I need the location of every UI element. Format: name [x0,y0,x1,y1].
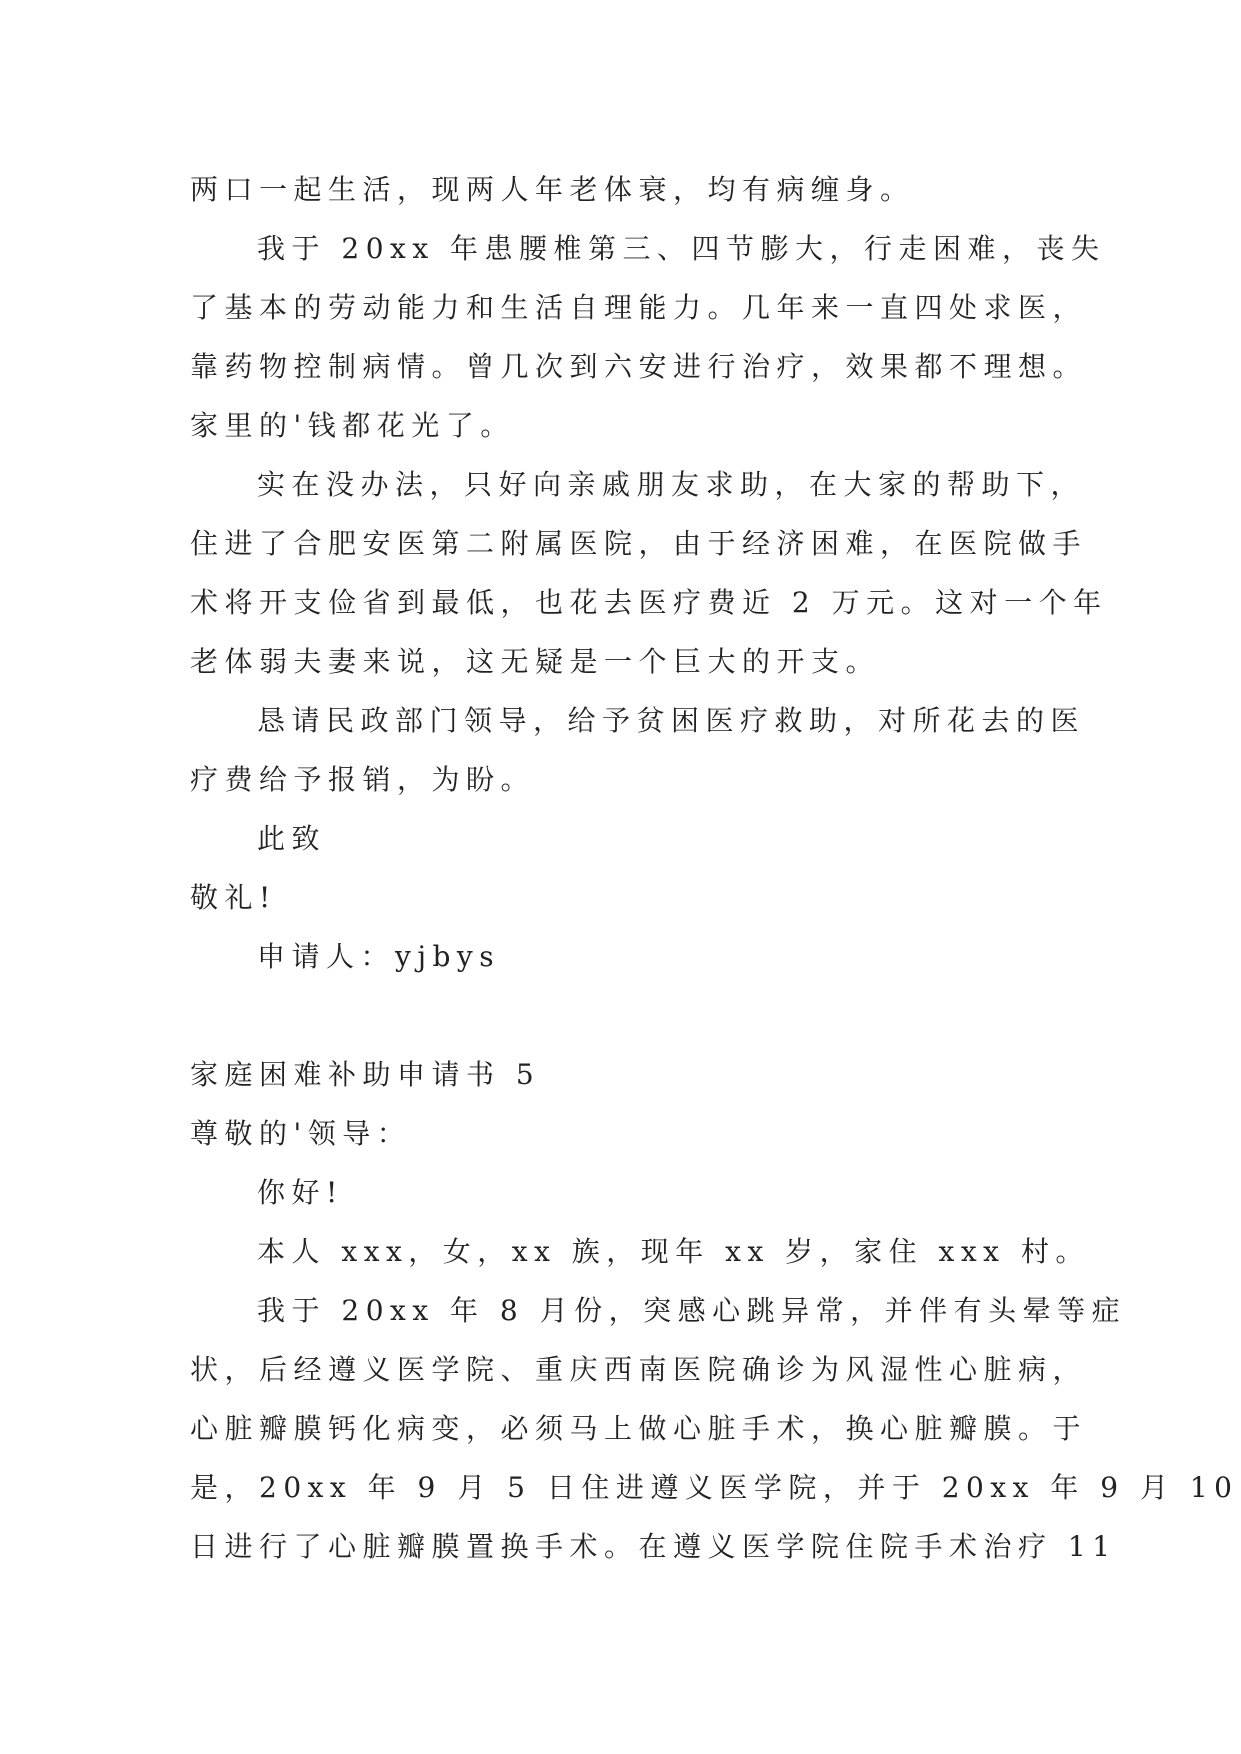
paragraph-line: 疗费给予报销，为盼。 [190,763,536,796]
section-title: 家庭困难补助申请书 5 [190,1058,541,1091]
closing-salutation: 此致 [257,822,327,855]
paragraph-line: 日进行了心脏瓣膜置换手术。在遵义医学院住院手术治疗 11 [190,1530,1117,1563]
paragraph-line: 本人 xxx，女，xx 族，现年 xx 岁，家住 xxx 村。 [257,1235,1090,1268]
paragraph-line: 术将开支俭省到最低，也花去医疗费近 2 万元。这对一个年 [190,586,1108,619]
paragraph-line: 实在没办法，只好向亲戚朋友求助，在大家的帮助下， [257,468,1086,501]
paragraph-line: 恳请民政部门领导，给予贫困医疗救助，对所花去的医 [257,704,1086,737]
paragraph-line: 是，20xx 年 9 月 5 日住进遵义医学院，并于 20xx 年 9 月 10 [190,1471,1239,1504]
paragraph-line: 了基本的劳动能力和生活自理能力。几年来一直四处求医， [190,291,1088,324]
paragraph-line: 心脏瓣膜钙化病变，必须马上做心脏手术，换心脏瓣膜。于 [190,1412,1088,1445]
paragraph-line: 住进了合肥安医第二附属医院，由于经济困难，在医院做手 [190,527,1088,560]
greeting-recipient: 尊敬的'领导： [190,1117,412,1150]
applicant-signature: 申请人：yjbys [257,940,501,973]
paragraph-line: 老体弱夫妻来说，这无疑是一个巨大的开支。 [190,645,881,678]
paragraph-line: 状，后经遵义医学院、重庆西南医院确诊为风湿性心脏病， [190,1353,1088,1386]
paragraph-line: 家里的'钱都花光了。 [190,409,515,442]
paragraph-line: 靠药物控制病情。曾几次到六安进行治疗，效果都不理想。 [190,350,1088,383]
paragraph-line: 两口一起生活，现两人年老体衰，均有病缠身。 [190,173,915,206]
document-body [190,160,1239,1576]
paragraph-line: 我于 20xx 年患腰椎第三、四节膨大，行走困难，丧失 [257,232,1106,265]
closing-respect: 敬礼! [190,881,277,914]
greeting: 你好! [257,1176,344,1209]
paragraph-line: 我于 20xx 年 8 月份，突感心跳异常，并伴有头晕等症 [257,1294,1127,1327]
blank-line [190,986,1070,1045]
